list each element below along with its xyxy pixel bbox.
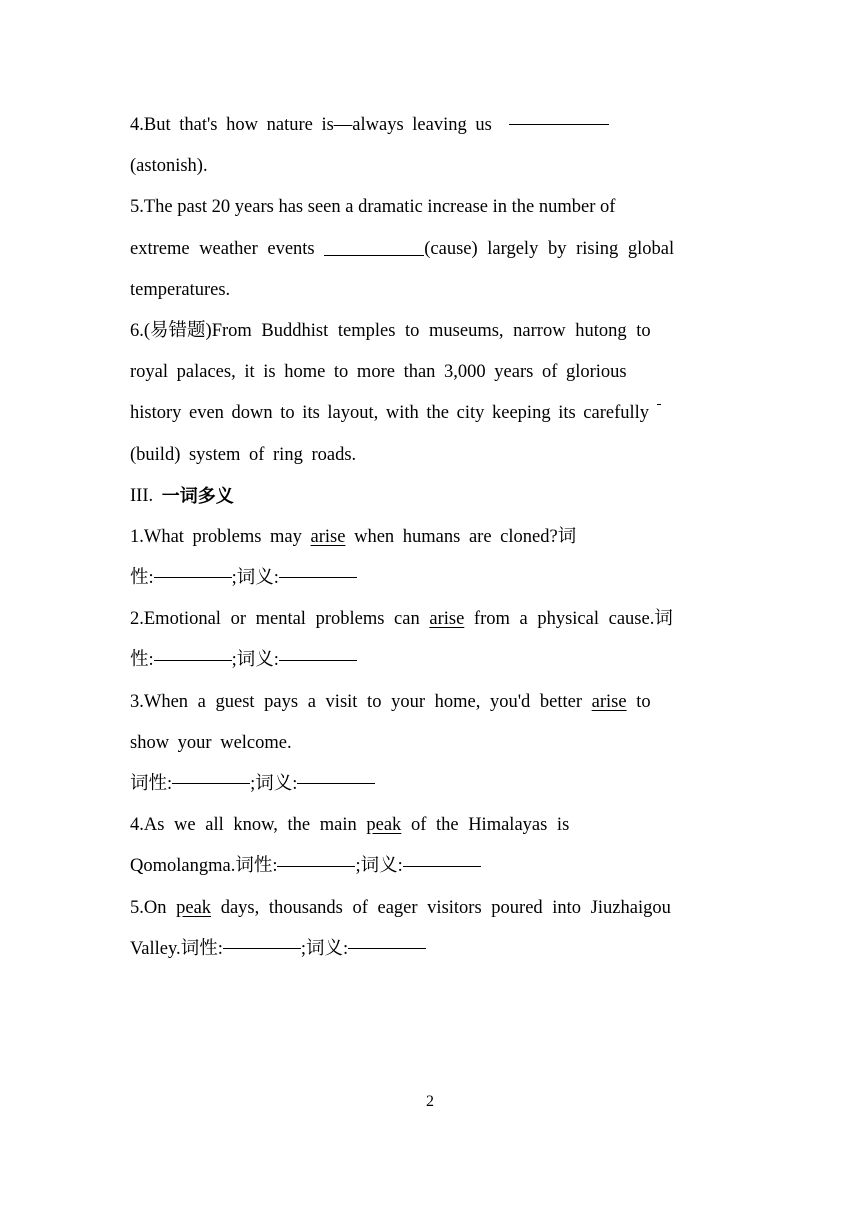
question-text: 3.When a guest pays a visit to your home, you'd better arise to xyxy=(130,691,651,712)
section-heading xyxy=(130,476,730,517)
question-iii-4-line-1 xyxy=(130,805,730,846)
answer-blank[interactable] xyxy=(657,393,661,405)
part-of-speech-label: 词性: xyxy=(130,774,173,794)
answer-blank[interactable] xyxy=(324,235,424,255)
question-iii-1-line-1 xyxy=(130,517,730,558)
question-text: history even down to its layout, with the city keeping its carefully xyxy=(130,403,650,424)
question-ii-4-line-1 xyxy=(130,105,730,146)
question-text: 2.Emotional or mental problems can arise from a physical cause.词 xyxy=(130,609,673,630)
target-word: arise xyxy=(591,691,627,712)
meaning-label: ;词义: xyxy=(300,938,349,959)
question-ii-6-line-4 xyxy=(130,435,730,476)
meaning-label: ;词义: xyxy=(231,568,279,589)
question-iii-5-line-1 xyxy=(130,888,730,929)
part-of-speech-label: 性: xyxy=(130,650,154,671)
target-word: arise xyxy=(429,609,465,630)
question-iii-2-line-2 xyxy=(130,640,730,681)
meaning-blank[interactable] xyxy=(279,558,357,578)
section-title: 一词多义 xyxy=(161,485,234,507)
question-ii-6-line-1 xyxy=(130,311,730,352)
question-text: Valley. xyxy=(130,938,181,959)
part-of-speech-blank[interactable] xyxy=(154,640,232,660)
meaning-blank[interactable] xyxy=(279,640,357,660)
question-text: 4.As we all know, the main peak of the Himalayas is xyxy=(130,815,570,836)
question-text: 5.On peak days, thousands of eager visitors poured into Jiuzhaigou xyxy=(130,897,671,918)
page-content xyxy=(130,105,730,970)
question-text: 5.The past 20 years has seen a dramatic increase in the number of xyxy=(130,197,616,218)
question-text: 1.What problems may arise when humans are cloned?词 xyxy=(130,526,577,547)
question-ii-6-line-2 xyxy=(130,352,730,393)
part-of-speech-label: 词性: xyxy=(180,938,223,959)
question-text: royal palaces, it is home to more than 3,000 years of glorious xyxy=(130,362,627,383)
part-of-speech-blank[interactable] xyxy=(223,929,301,949)
question-text: show your welcome. xyxy=(130,732,292,753)
meaning-blank[interactable] xyxy=(297,764,375,784)
meaning-blank[interactable] xyxy=(403,846,481,866)
target-word: peak xyxy=(366,815,402,836)
question-iii-2-line-1 xyxy=(130,599,730,640)
question-text: (build) system of ring roads. xyxy=(130,444,357,465)
question-iii-1-line-2 xyxy=(130,558,730,599)
meaning-label: ;词义: xyxy=(355,856,403,877)
question-iii-4-line-2 xyxy=(130,846,730,887)
target-word: arise xyxy=(310,526,346,547)
question-ii-5-line-1 xyxy=(130,187,730,228)
target-word: peak xyxy=(176,897,212,918)
part-of-speech-label: 词性: xyxy=(235,856,278,877)
question-ii-4-line-2 xyxy=(130,146,730,187)
part-of-speech-blank[interactable] xyxy=(154,558,232,578)
question-text: Qomolangma. xyxy=(130,856,236,877)
question-text: temperatures. xyxy=(130,279,231,300)
question-iii-3-line-1 xyxy=(130,682,730,723)
question-ii-6-line-3 xyxy=(130,393,730,434)
error-prone-tag: (易错题) xyxy=(143,320,212,341)
question-ii-5-line-2 xyxy=(130,229,730,270)
answer-blank[interactable] xyxy=(509,105,609,125)
question-hint: (astonish). xyxy=(130,156,208,177)
question-iii-3-line-2 xyxy=(130,723,730,764)
question-text: extreme weather events (cause) largely by rising global xyxy=(130,229,674,270)
part-of-speech-blank[interactable] xyxy=(172,764,250,784)
question-iii-5-line-2 xyxy=(130,929,730,970)
question-number: 4. xyxy=(130,115,144,135)
question-ii-5-line-3 xyxy=(130,270,730,311)
page-number: 2 xyxy=(426,1093,434,1110)
meaning-blank[interactable] xyxy=(348,929,426,949)
meaning-label: ;词义: xyxy=(231,650,279,671)
question-text: 6.(易错题)From Buddhist temples to museums, narrow hutong to xyxy=(130,320,651,341)
meaning-label: ;词义: xyxy=(250,774,298,794)
question-iii-3-line-3 xyxy=(130,764,730,805)
question-text: But that's how nature is—always leaving us xyxy=(143,115,492,135)
part-of-speech-label: 性: xyxy=(130,568,154,589)
section-roman-numeral: III. xyxy=(130,485,154,506)
part-of-speech-blank[interactable] xyxy=(277,846,355,866)
